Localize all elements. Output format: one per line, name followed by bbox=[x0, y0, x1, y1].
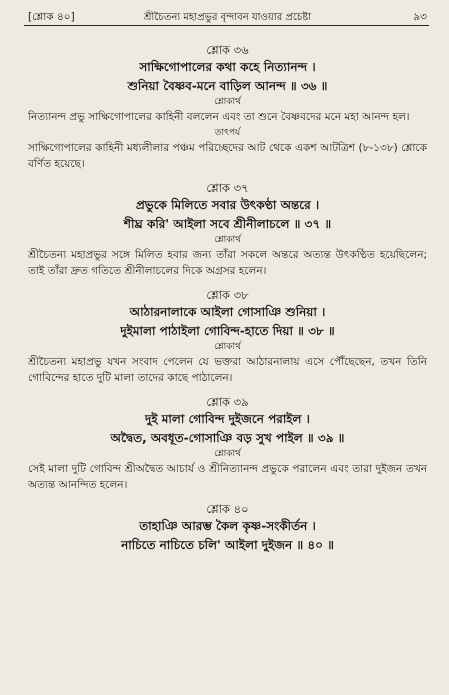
translation-text: শ্রীচৈতন্য মহাপ্রভু যখন সংবাদ পেলেন যে ভক্তরা আঠারনালায় এসে পৌঁছেছেন, তখন তিনি গোবিন্দের হাতে দুটি মালা তাদের কাছে পাঠালেন। bbox=[28, 356, 427, 384]
verse-label: শ্লোক ৩৭ bbox=[206, 181, 249, 195]
page-number: ৯৩ bbox=[413, 11, 427, 23]
verse-label: শ্লোক ৪০ bbox=[206, 502, 249, 516]
verse-label: শ্লোক ৩৮ bbox=[206, 288, 249, 302]
page-body bbox=[28, 26, 427, 555]
header-chapter-title: শ্রীচৈতন্য মহাপ্রভুর বৃন্দাবন যাওয়ার প্রচেষ্টা bbox=[143, 12, 312, 23]
verse-line: শুনিয়া বৈষ্ণব-মনে বাড়িল আনন্দ ॥ ৩৬ ॥ bbox=[127, 79, 328, 93]
verse-line: নাচিতে নাচিতে চলি' আইলা দুইজন ॥ ৪০ ॥ bbox=[121, 538, 334, 552]
header-verse-range: [শ্লোক ৪০] bbox=[28, 11, 75, 23]
translation-label: শ্লোকার্থ bbox=[214, 97, 241, 107]
verse-line: দুইমালা পাঠাইলা গোবিন্দ-হাতে দিয়া ॥ ৩৮ ॥ bbox=[120, 324, 335, 338]
verse-line: দুই মালা গোবিন্দ দুইজনে পরাইল । bbox=[145, 412, 310, 426]
translation-text: সেই মালা দুটি গোবিন্দ শ্রীঅদ্বৈত আচার্য ও শ্রীনিত্যানন্দ প্রভুকে পরালেন এবং তারা দুইজন তখন অত্যন্ত আনন্দিত হলেন। bbox=[28, 463, 427, 491]
verse-label: শ্লোক ৩৯ bbox=[206, 395, 249, 409]
translation-text: নিত্যানন্দ প্রভু সাক্ষিগোপালের কাহিনী বললেন এবং তা শুনে বৈষ্ণবদের মনে মহা আনন্দ হল। bbox=[28, 111, 410, 123]
header-rule bbox=[24, 25, 429, 26]
verse-label: শ্লোক ৩৬ bbox=[206, 43, 249, 57]
translation-label: শ্লোকার্থ bbox=[214, 235, 241, 245]
translation-label: শ্লোকার্থ bbox=[214, 449, 241, 459]
translation-text: শ্রীচৈতন্য মহাপ্রভুর সঙ্গে মিলিত হবার জন্য তাঁরা সকলে অন্তরে অত্যন্ত উৎকণ্ঠিত হয়েছিলেন; তাই তাঁরা দ্রুত গতিতে শ্রীনীলাচলের দিকে অগ্রসর হলেন। bbox=[28, 249, 427, 277]
running-header bbox=[28, 6, 427, 26]
purport-text: সাক্ষিগোপালের কাহিনী মধ্যলীলার পঞ্চম পরিচ্ছেদের আট থেকে একশ আটত্রিশ (৮-১৩৮) শ্লোকে বর্ণিত হয়েছে। bbox=[28, 142, 427, 170]
verse-line: অদ্বৈত, অবধূত-গোসাঞি বড় সুখ পাইল ॥ ৩৯ ॥ bbox=[110, 431, 345, 445]
verse-line: সাক্ষিগোপালের কথা কহে নিত্যানন্দ । bbox=[139, 60, 316, 74]
purport-label: তাৎপর্য bbox=[214, 128, 241, 138]
verse-line: তাহাঞি আরম্ভ কৈল কৃষ্ণ-সংকীর্তন । bbox=[139, 519, 316, 533]
translation-label: শ্লোকার্থ bbox=[214, 342, 241, 352]
verse-line: প্রভুকে মিলিতে সবার উৎকণ্ঠা অন্তরে । bbox=[135, 198, 320, 212]
verse-line: আঠারনালাকে আইলা গোসাঞি শুনিয়া । bbox=[129, 305, 326, 319]
verse-line: শীঘ্র করি' আইলা সবে শ্রীনীলাচলে ॥ ৩৭ ॥ bbox=[123, 217, 332, 231]
